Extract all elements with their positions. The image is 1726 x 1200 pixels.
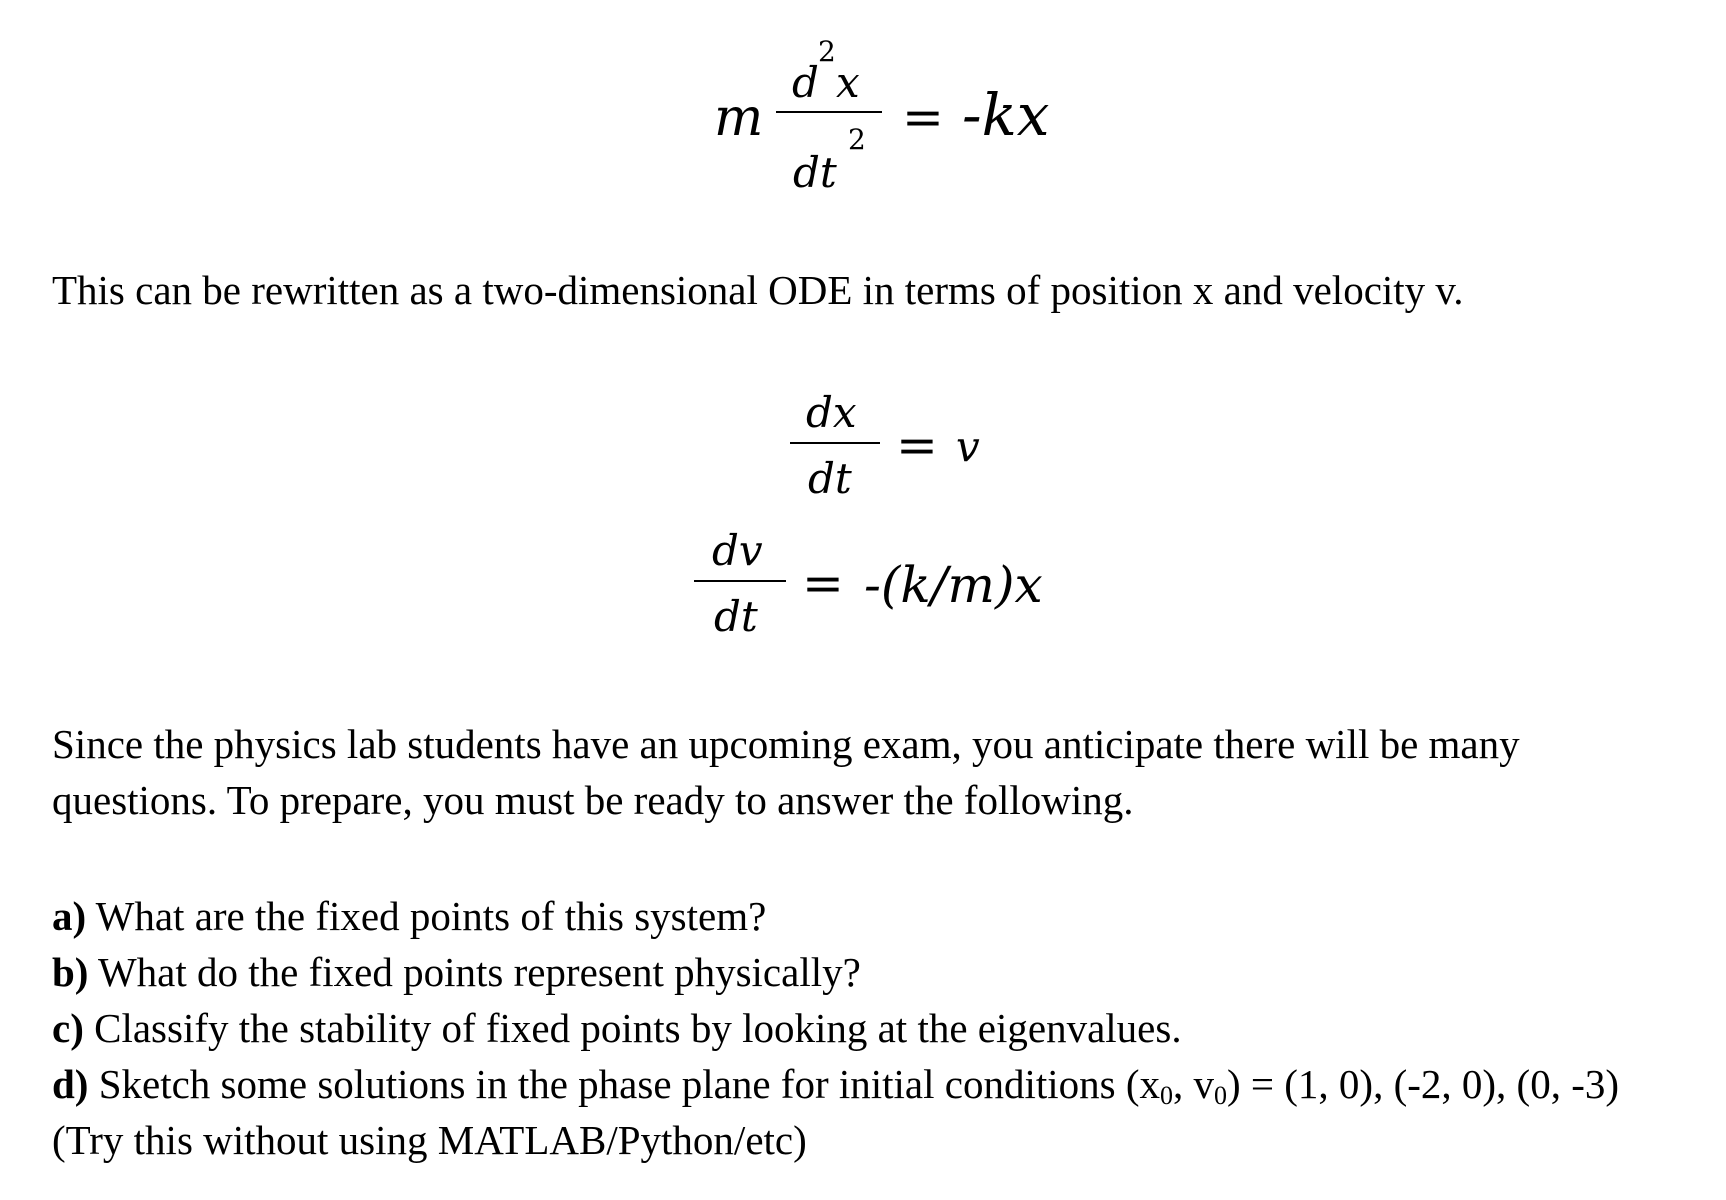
- eq2-fraction-bar: [790, 442, 880, 444]
- eq3-numerator: dv: [712, 526, 763, 575]
- question-a: [52, 888, 766, 944]
- eq1-fraction-bar: [776, 111, 882, 113]
- eq1-rhs: -kx: [962, 81, 1050, 149]
- question-b-text: What do the fixed points represent physically?: [88, 949, 861, 995]
- eq1-numerator-exponent: 2: [818, 35, 836, 68]
- question-c: [52, 1000, 1182, 1056]
- eq3-denominator: dt: [714, 592, 758, 641]
- eq2-equals: =: [896, 416, 938, 474]
- question-a-text: What are the fixed points of this system?: [86, 893, 767, 939]
- intro-text: This can be rewritten as a two-dimensional ODE in terms of position x and velocity v.: [52, 267, 1464, 313]
- eq3-fraction-bar: [694, 580, 786, 582]
- eq1-coefficient: m: [714, 88, 764, 148]
- final-note: (Try this without using MATLAB/Python/etc): [52, 1117, 807, 1163]
- question-a-letter: a): [52, 893, 87, 939]
- eq1-numerator-var: x: [836, 58, 860, 107]
- question-b-letter: b): [52, 949, 89, 995]
- question-c-text: Classify the stability of fixed points by looking at the eigenvalues.: [83, 1005, 1182, 1051]
- eq1-denominator: dt: [793, 148, 837, 197]
- eq1-numerator-d: d: [792, 58, 819, 107]
- eq2-denominator: dt: [808, 454, 852, 503]
- paragraph-line-1: Since the physics lab students have an upcoming exam, you anticipate there will be many: [52, 721, 1520, 767]
- eq3-rhs: -(k/m)x: [864, 556, 1043, 614]
- eq2-numerator: dx: [806, 388, 857, 437]
- eq2-rhs: v: [956, 422, 980, 471]
- question-b: [52, 944, 861, 1000]
- question-c-letter: c): [52, 1005, 84, 1051]
- question-d-text-before: Sketch some solutions in the phase plane for initial conditions (x: [88, 1061, 1160, 1107]
- question-d-subscript-v: 0: [1214, 1081, 1227, 1110]
- question-d-subscript-x: 0: [1160, 1081, 1173, 1110]
- question-d-letter: d): [52, 1061, 89, 1107]
- eq1-equals: =: [902, 88, 944, 146]
- eq3-equals: =: [802, 554, 844, 612]
- question-d-text-after: ) = (1, 0), (-2, 0), (0, -3): [1227, 1061, 1620, 1107]
- paragraph-line-2: questions. To prepare, you must be ready to answer the following.: [52, 777, 1134, 823]
- eq1-denominator-exponent: 2: [848, 123, 866, 156]
- question-d-text-mid: , v: [1173, 1061, 1214, 1107]
- question-d: [52, 1056, 1619, 1112]
